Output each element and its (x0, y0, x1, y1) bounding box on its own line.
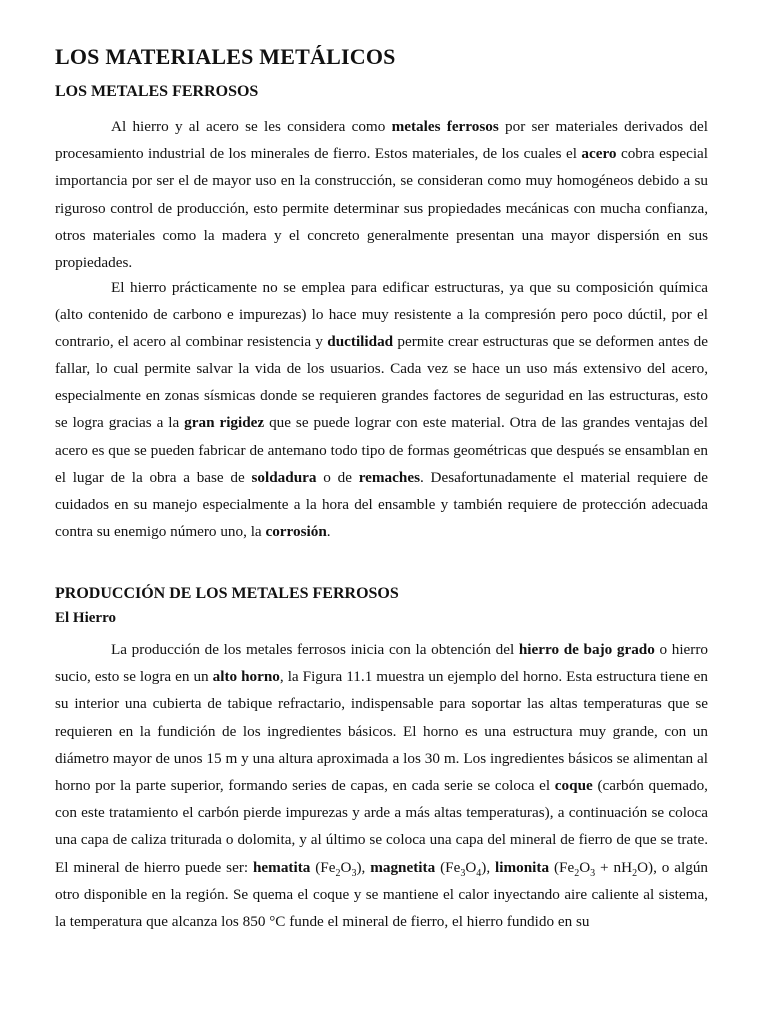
subscript: 4 (476, 867, 482, 879)
section-heading-metales-ferrosos: LOS METALES FERROSOS (55, 83, 259, 100)
document-title: LOS MATERIALES METÁLICOS (55, 44, 396, 69)
subscript: 3 (460, 867, 466, 879)
bold-term: metales ferrosos (391, 118, 499, 135)
bold-term: corrosión (265, 522, 327, 540)
subscript: 2 (574, 867, 580, 879)
subscript: 3 (590, 867, 596, 879)
bold-term: remaches (358, 468, 420, 486)
bold-term: ductilidad (327, 333, 394, 351)
paragraph-2: El hierro prácticamente no se emplea para edificar estructuras, ya que su composición química (alto contenido de carbono e impurezas) lo hace muy resistente a la compresión pero poco dúctil, por el contrario, el acero al combinar resistencia y ductilidad permite crear estructuras que se deformen antes de fallar, lo cual permite salvar la vida de los usuarios. Cada vez se hace un uso más extensivo del acero, especialmente en zonas sísmicas donde se requieren grandes factores de seguridad en las estructuras, esto se logra gracias a la gran rigidez que se puede lograr con este material. Otra de las grandes ventajas del acero es que se pueden fabricar de antemano todo tipo de formas geométricas que después se ensamblan en el lugar de la obra a base de soldadura o de remaches. Desafortunadamente el material requiere de cuidados en su manejo especialmente a la hora del ensamble y también requiere de protección adecuada contra su enemigo número uno, la corrosión. (55, 279, 709, 540)
section-heading-produccion: PRODUCCIÓN DE LOS METALES FERROSOS (55, 585, 399, 602)
subheading-el-hierro: El Hierro (55, 610, 116, 626)
subscript: 2 (632, 867, 638, 879)
paragraph-3: La producción de los metales ferrosos inicia con la obtención del hierro de bajo grado o hierro sucio, esto se logra en un alto horno, la Figura 11.1 muestra un ejemplo del horno. Esta estructura tiene en su interior una cubierta de tabique refractario, indispensable para soportar las altas temperaturas que se requieren en la fundición de los ingredientes básicos. El horno es una estructura muy grande, con un diámetro mayor de unos 15 m y una altura aproximada a los 30 m. Los ingredientes básicos se alimentan al horno por la parte superior, formando series de capas, en cada serie se coloca el coque (carbón quemado, con este tratamiento el carbón pierde impurezas y arde a más altas temperaturas), a continuación se coloca una capa de caliza triturada o dolomita, y al último se coloca una capa del mineral de fierro de que se trate. El mineral de hierro puede ser: hematita $(Fe_2O_3)$, magnetita $(Fe_3O_4)$, limonita $(Fe_2O_3 + nH_2O)$, o algún otro disponible en la región. Se quema el coque y se mantiene el calor inyectando aire caliente al sistema, la temperatura que alcanza los 850 °C funde el mineral de fierro, el hierro fundido en su (55, 641, 708, 931)
subscript: 3 (351, 867, 357, 879)
paragraph-1: Al hierro y al acero se les considera como metales ferrosos por ser materiales derivados del procesamiento industrial de los minerales de fierro. Estos materiales, de los cuales el acero cobra especial importancia por ser el de mayor uso en la construcción, se consideran como muy homogéneos debido a su riguroso control de producción, esto permite determinar sus propiedades mecánicas con mucha confianza, otros materiales como la madera y el concreto generalmente presentan una mayor dispersión en sus propiedades. (55, 118, 708, 272)
bold-term: magnetita (370, 858, 436, 876)
bold-term: gran rigidez (184, 414, 265, 432)
bold-term: soldadura (251, 468, 317, 486)
bold-term: acero (581, 145, 617, 163)
subscript: 2 (335, 867, 341, 879)
bold-term: limonita (495, 858, 550, 876)
bold-term: hematita (252, 858, 311, 876)
bold-term: hierro de bajo grado (518, 641, 655, 658)
bold-term: coque (554, 777, 593, 795)
bold-term: alto horno (212, 668, 280, 686)
